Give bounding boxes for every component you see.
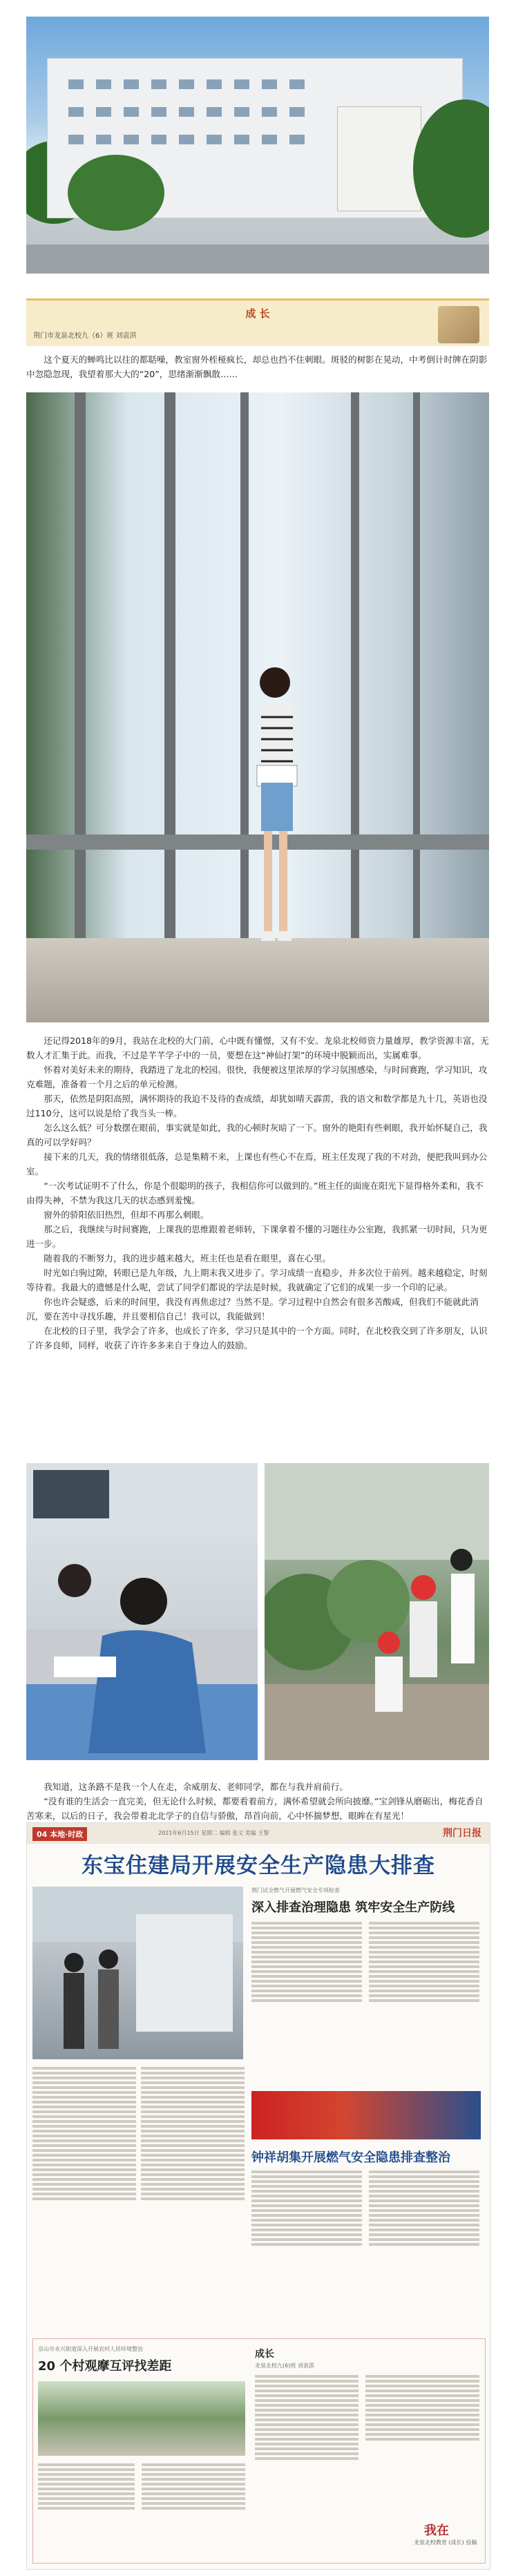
- banner-image: [251, 2091, 481, 2139]
- volunteer-cleanup-photo: [265, 1463, 489, 1760]
- inspection-photo: [32, 1887, 243, 2059]
- closing-text: 我知道，这条路不是我一个人在走，余威朋友、老师同学，都在与我并肩前行。 “没有谁的生活会一直完美，但无论什么时候，都要看着前方，满怀希望就会所向披靡。”宝剑锋从磨砺出，梅花香自苦寒来，以后的日子，我会带着北北学子的自信与骄傲，昂首向前，心中怀揣梦想，眼眸在有星光！: [26, 1782, 484, 1821]
- newspaper-logo: 荆门日报: [443, 1828, 481, 1839]
- column-title: 我在: [424, 2523, 449, 2538]
- article-byline: 荆门市龙泉北校九（6）班 刘袁淇: [33, 332, 137, 340]
- article-title: 成 长: [245, 307, 270, 320]
- column-caption: 龙泉北校教育 (成长) 投稿: [414, 2539, 477, 2546]
- article-title-bar: [26, 298, 489, 346]
- section-label: 04 本地·时政: [32, 1827, 87, 1841]
- story3-kicker: 京山市永兴街道深入开展农村人居环境整治: [38, 2346, 143, 2352]
- newspaper-page: [26, 1822, 490, 2570]
- pen-illustration: [438, 306, 479, 343]
- story1-title: 深入排查治理隐患 筑牢安全生产防线: [251, 1900, 455, 1915]
- story4-byline: 龙泉北校九(6)班 刘袁淇: [255, 2363, 314, 2369]
- village-photo: [38, 2381, 245, 2456]
- story4-title: 成长: [255, 2349, 274, 2360]
- school-building-photo: [26, 17, 489, 274]
- student-figure: [233, 655, 316, 952]
- date-line: 2021年6月15日 星期二 编辑 张义 美编 王黎: [158, 1830, 269, 1836]
- story3-title: 20 个村观摩互评找差距: [38, 2359, 172, 2374]
- story2-title: 钟祥胡集开展燃气安全隐患排查整治: [251, 2150, 450, 2165]
- newspaper-header: [27, 1823, 490, 1844]
- story1-kicker: 荆门试全燃气开展燃气安全专项检查: [251, 1887, 340, 1893]
- corridor-student-photo: [26, 392, 489, 1022]
- main-headline: 东宝住建局开展安全生产隐患大排查: [82, 1853, 435, 1878]
- classroom-study-photo: [26, 1463, 258, 1760]
- intro-paragraph: 这个夏天的蝉鸣比以往的都聒噪，教室窗外桎桠疯长，却总也挡不住刺眼。斑驳的树影在晃动，中考倒计时牌在阴影中忽隐忽现，我望着那大大的“20”，思绪渐渐飘散……: [26, 354, 488, 379]
- main-body-text: 还记得2018年的9月，我站在北校的大门前，心中既有懂憬，又有不安。龙泉北校师资力量雄厚，教学资源丰富，无数人才汇集于此。而我，不过是芊芊学子中的一员，要想在这“神仙打架”的环境中脱颖而出，实属难事。 怀着对美好未来的期待，我踏进了龙北的校园。很快，我便被这里浓厚的学习氛围感染，与时间赛跑，学习知识，攻克难题，准备着一个月之后的单元检测。 那天，依然是阴阳高照，满怀期待的我迫不及待的查成绩，却犹如晴天霹雳，我的语文和数学都是九十几，英语也没过110分，这可以说是给了我当头一棒。 怎么这么低？可分数摆在眼前，事实就是如此，我的心顿时灰暗了一下。窗外的艳阳有些刺眼，我开始怀疑自己，我真的可以学好吗？ 接下来的几天，我的情绪很低落，总是集精不来，上课也有些心不在焉，班主任发现了我的不对劲，便把我叫到办公室。 “一次考试证明不了什么，你是个很聪明的孩子，我相信你可以做到的。”班主任的面庞在阳光下显得格外柔和，我不由得失神，不禁为我这几天的状态感到羞愧。 窗外的骄阳依旧热烈，但却不再那么刺眼。 那之后，我继续与时间赛跑，上课我的思维跟着老师转，下课拿着不懂的习题往办公室跑，我抓紧一切时间，只为更进一步。 随着我的不断努力，我的进步越来越大，班主任也是看在眼里，喜在心里。 时光如白驹过隙，转眼已是九年级，九上期末我又进步了。学习成绩一直稳步，并多次位于前列。越来越稳定，时刻等待着。我最大的遗憾是什么呢，尝试了同学们都说的学法是时候，我就确定了它们的成果一步一个印的记录。 你也许会疑惑，后来的时间里，我没有再焦虑过？当然不是。学习过程中自然会有很多苦酸咸，但我们不能就此消沉，要在苦中寻找乐趣，并且要相信自己！我可以，我能做到！ 在北校的日子里，我学会了许多，也成长了许多，学习只是其中的一个方面。同时，在北校我交到了许多朋友，认识了许多良师，同样，收获了许许多多来自于身边人的鼓励。: [26, 1036, 489, 1351]
